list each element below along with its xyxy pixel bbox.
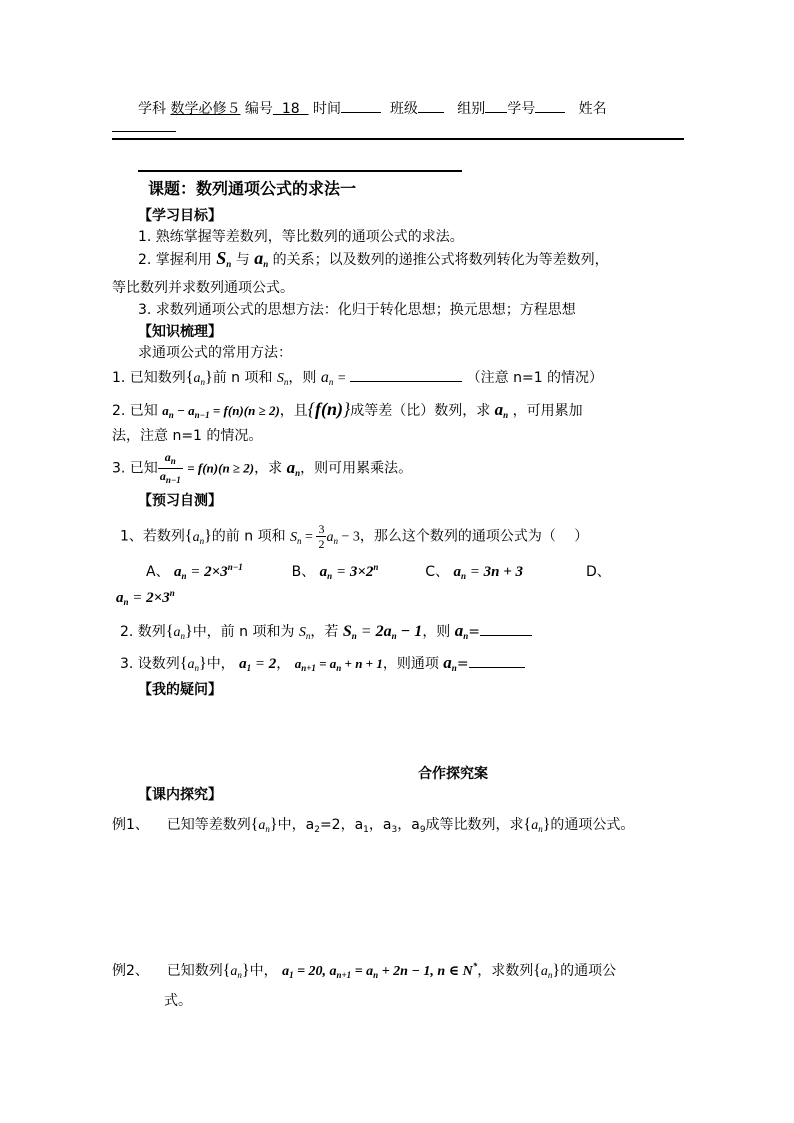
example-1: 例1、 已知等差数列$\{a_n\}$中，$a_2=2$，$a_1$，$a_3$，$a_9$成等比数列，求$\{a_n\}$的通项公式。 xyxy=(112,816,635,835)
option-d-label: D、 xyxy=(585,564,611,580)
option-c-label: C、 xyxy=(425,564,450,580)
questions-heading: 【我的疑问】 xyxy=(138,682,222,698)
example-1-label: 例1、 xyxy=(112,817,149,833)
class-label: 班级 xyxy=(389,101,418,117)
group-field[interactable] xyxy=(485,98,507,113)
preview-q1-options xyxy=(146,561,611,581)
objective-1: 1. 熟练掌握等差数列，等比数列的通项公式的求法。 xyxy=(138,229,464,245)
preview-q3: 3. 设数列$\{a_n\}$中， $a_1 = 2$， $a_{n+1} = a_n + n + 1$，则通项 $a_n=$ xyxy=(120,653,525,673)
student-no-field[interactable] xyxy=(535,98,565,113)
option-b-label: B、 xyxy=(291,564,316,580)
example-2: 例2、 已知数列$\{a_n\}$中， $a_1 = 20$, $a_{n+1} = a_n + 2n - 1$, n ∈ N*，求数列$\{a_n\}$的通项公 xyxy=(112,961,617,980)
option-d[interactable]: $a_n = 2\times 3^n$ xyxy=(116,588,175,607)
header-row xyxy=(138,98,607,118)
knowledge-intro: 求通项公式的常用方法： xyxy=(138,345,292,361)
method-2-cont: 法，注意 n=1 的情况。 xyxy=(112,428,263,444)
objective-2: 2. 掌握利用 $S_n$ 与 $a_n$ 的关系；以及数列的递推公式将数列转化为等差数列， xyxy=(138,248,609,269)
knowledge-heading: 【知识梳理】 xyxy=(138,324,222,340)
example-2-cont: 式。 xyxy=(164,993,192,1009)
number-value: 18 xyxy=(281,101,300,117)
coop-heading: 【课内探究】 xyxy=(138,787,222,803)
option-b[interactable]: $a_n = 3\times 2^n$ xyxy=(319,562,379,581)
title-rule xyxy=(138,170,462,172)
class-field[interactable] xyxy=(418,98,444,113)
option-a-label: A、 xyxy=(146,564,170,580)
option-c[interactable]: $a_n = 3n + 3$ xyxy=(453,564,524,581)
preview-q2-blank[interactable] xyxy=(480,621,532,636)
method-2: 2. 已知 $a_n - a_{n-1} = f(n)(n \ge 2)$，且{f(n)}成等差（比）数列，求 $a_n$ ，可用累加 xyxy=(112,399,583,420)
method-1: 1. 已知数列$\{a_n\}$前 n 项和 $S_n$，则 $a_n$ = （注意 n=1 的情况） xyxy=(112,369,604,387)
option-a[interactable]: $a_n = 2\times 3^{n-1}$ xyxy=(174,562,243,581)
name-field-line[interactable] xyxy=(112,131,176,132)
preview-heading: 【预习自测】 xyxy=(138,493,222,509)
time-field[interactable] xyxy=(341,98,381,113)
header-divider xyxy=(112,138,684,140)
objectives-heading: 【学习目标】 xyxy=(138,208,222,224)
objective-3: 3. 求数列通项公式的思想方法：化归于转化思想；换元思想；方程思想 xyxy=(138,302,576,318)
method-1-blank[interactable] xyxy=(350,367,462,382)
number-label: 编号 xyxy=(244,101,273,117)
name-label: 姓名 xyxy=(578,101,607,117)
page-title: 课题：数列通项公式的求法一 xyxy=(148,179,357,198)
preview-q2: 2. 数列$\{a_n\}$中，前 n 项和为 $S_n$，若 $S_n = 2a_n - 1$，则 $a_n=$ xyxy=(120,621,532,641)
time-label: 时间 xyxy=(313,101,341,117)
group-label: 组别 xyxy=(457,101,486,117)
objective-2-cont: 等比数列并求数列通项公式。 xyxy=(112,280,294,296)
student-no-label: 学号 xyxy=(507,101,536,117)
subject-value: 数学必修５ xyxy=(170,101,241,117)
preview-q3-blank[interactable] xyxy=(469,653,525,668)
preview-q1: 1、若数列$\{a_n\}$的前 n 项和 $S_n$ = $\frac{3}{2}$ $a_n - 3$，那么这个数列的通项公式为（ ） xyxy=(120,522,589,551)
example-2-label: 例2、 xyxy=(112,963,149,979)
subject-label: 学科 xyxy=(138,101,166,117)
method-3: 3. 已知 $\frac{a_n}{a_{n-1}}$ = f(n)(n ≥ 2)，求 $a_n$，则可用累乘法。 xyxy=(112,450,413,485)
coop-title: 合作探究案 xyxy=(418,766,488,782)
